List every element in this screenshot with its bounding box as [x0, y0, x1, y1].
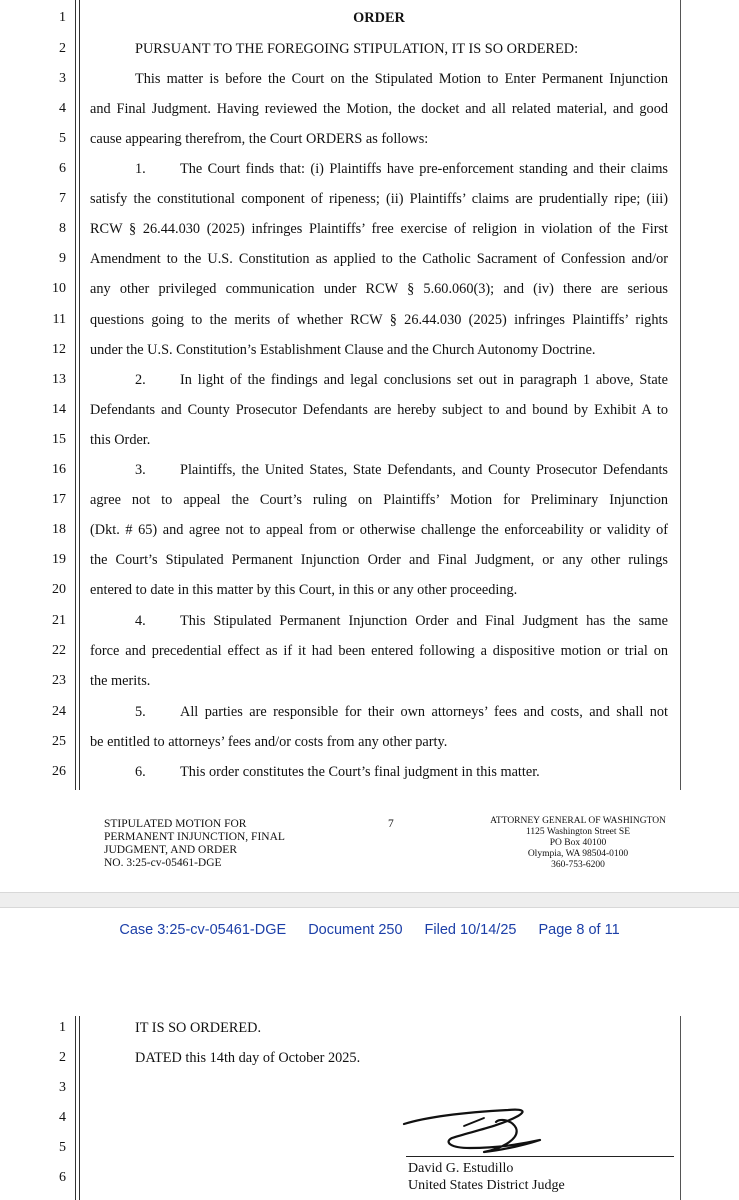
- paragraph-number: 6.: [135, 764, 146, 780]
- body-line: satisfy the constitutional component of ripeness; (ii) Plaintiffs’ claims are prudentially ripe; (iii): [90, 191, 668, 207]
- dated-line: DATED this 14th day of October 2025.: [135, 1050, 361, 1066]
- body-line: and Final Judgment. Having reviewed the Motion, the docket and all related material, and good: [90, 101, 668, 117]
- line-number: 17: [52, 492, 66, 507]
- judge-name: David G. Estudillo: [408, 1161, 514, 1176]
- paragraph-number: 4.: [135, 613, 146, 629]
- footer-attorney-address: [460, 816, 696, 871]
- body-line: the merits.: [90, 673, 151, 689]
- line-number: 9: [59, 251, 66, 266]
- line-number: 14: [52, 402, 66, 417]
- paragraph-number: 5.: [135, 704, 146, 720]
- paragraph-5-first-line: [90, 704, 668, 720]
- right-margin-rule: [680, 0, 681, 790]
- line-number: 18: [52, 522, 66, 537]
- ordered-line: IT IS SO ORDERED.: [135, 1020, 262, 1036]
- line-number: 20: [52, 582, 66, 597]
- body-line: This Stipulated Permanent Injunction Order and Final Judgment has the same: [180, 613, 668, 629]
- line-number: 3: [59, 1080, 66, 1095]
- paragraph-number: 3.: [135, 462, 146, 478]
- line-number: 1: [59, 10, 66, 25]
- line-number: 6: [59, 1170, 66, 1185]
- footer-address-line: Olympia, WA 98504-0100: [527, 849, 629, 859]
- filed-date: Filed 10/14/25: [424, 922, 517, 938]
- line-number: 4: [59, 101, 66, 116]
- ecf-case-header: [0, 922, 739, 938]
- line-number: 12: [52, 342, 66, 357]
- body-line: be entitled to attorneys’ fees and/or costs from any other party.: [90, 734, 448, 750]
- paragraph-3-first-line: [90, 462, 668, 478]
- body-line: the Court’s Stipulated Permanent Injunction Order and Final Judgment, or any other rulings: [90, 552, 668, 568]
- line-number: 16: [52, 462, 66, 477]
- page-separator: [0, 892, 739, 908]
- line-number: 13: [52, 372, 66, 387]
- line-number: 1: [59, 1020, 66, 1035]
- footer-caption: [104, 818, 285, 870]
- left-margin-rule: [75, 0, 76, 790]
- body-line: In light of the findings and legal conclusions set out in paragraph 1 above, State: [180, 372, 668, 388]
- right-margin-rule: [680, 1016, 681, 1200]
- footer-caption-line: NO. 3:25-cv-05461-DGE: [104, 857, 222, 869]
- body-line: This order constitutes the Court’s final judgment in this matter.: [180, 764, 540, 780]
- paragraph-number: 2.: [135, 372, 146, 388]
- line-number: 19: [52, 552, 66, 567]
- judge-signature: [400, 1098, 560, 1160]
- signature-line: [406, 1156, 674, 1157]
- body-line: This matter is before the Court on the Stipulated Motion to Enter Permanent Injunction: [135, 71, 668, 87]
- left-margin-rule: [75, 1016, 76, 1200]
- case-number: Case 3:25-cv-05461-DGE: [119, 922, 287, 938]
- body-line: under the U.S. Constitution’s Establishment Clause and the Church Autonomy Doctrine.: [90, 342, 596, 358]
- line-number: 26: [52, 764, 66, 779]
- body-line: agree not to appeal the Court’s ruling on Plaintiffs’ Motion for Preliminary Injunction: [90, 492, 668, 508]
- line-number: 25: [52, 734, 66, 749]
- line-number: 4: [59, 1110, 66, 1125]
- body-line: questions going to the merits of whether RCW § 26.44.030 (2025) infringes Plaintiffs’ rights: [90, 312, 668, 328]
- footer-caption-line: JUDGMENT, AND ORDER: [104, 844, 237, 856]
- line-number: 3: [59, 71, 66, 86]
- paragraph-2-first-line: [90, 372, 668, 388]
- line-number: 10: [52, 281, 66, 296]
- body-line: (Dkt. # 65) and agree not to appeal from or otherwise challenge the enforceability or validity of: [90, 522, 668, 538]
- left-margin-rule-inner: [79, 1016, 80, 1200]
- page-count: Page 8 of 11: [538, 922, 620, 938]
- document-number: Document 250: [308, 922, 403, 938]
- body-line: this Order.: [90, 432, 151, 448]
- body-line: Amendment to the U.S. Constitution as applied to the Catholic Sacrament of Confession and/or: [90, 251, 668, 267]
- line-number: 21: [52, 613, 66, 628]
- judge-signature-block: [408, 1160, 565, 1194]
- line-number: 8: [59, 221, 66, 236]
- body-line: entered to date in this matter by this Court, in this or any other proceeding.: [90, 582, 518, 598]
- body-line: Defendants and County Prosecutor Defendants are hereby subject to and bound by Exhibit A to: [90, 402, 668, 418]
- body-line: force and precedential effect as if it had been entered following a dispositive motion or trial on: [90, 643, 668, 659]
- footer-address-line: 360-753-6200: [551, 860, 605, 870]
- judge-title: United States District Judge: [408, 1178, 565, 1193]
- line-number: 22: [52, 643, 66, 658]
- footer-address-line: PO Box 40100: [549, 838, 607, 848]
- line-number: 6: [59, 161, 66, 176]
- body-line: Plaintiffs, the United States, State Defendants, and County Prosecutor Defendants: [180, 462, 668, 478]
- paragraph-4-first-line: [90, 613, 668, 629]
- line-number: 5: [59, 131, 66, 146]
- line-number: 11: [52, 312, 66, 327]
- footer-caption-line: PERMANENT INJUNCTION, FINAL: [104, 831, 285, 843]
- line-number: 7: [59, 191, 66, 206]
- line-number: 23: [52, 673, 66, 688]
- footer-page-number: 7: [388, 818, 394, 830]
- paragraph-number: 1.: [135, 161, 146, 177]
- line-number: 2: [59, 41, 66, 56]
- footer-address-line: ATTORNEY GENERAL OF WASHINGTON: [490, 816, 666, 826]
- footer-address-line: 1125 Washington Street SE: [526, 827, 630, 837]
- paragraph-6-first-line: [90, 764, 668, 780]
- paragraph-1-first-line: [90, 161, 668, 177]
- line-number: 2: [59, 1050, 66, 1065]
- line-number: 15: [52, 432, 66, 447]
- body-line: RCW § 26.44.030 (2025) infringes Plaintiffs’ free exercise of religion in violation of the First: [90, 221, 668, 237]
- body-line: The Court finds that: (i) Plaintiffs have pre-enforcement standing and their claims: [180, 161, 668, 177]
- left-margin-rule-inner: [79, 0, 80, 790]
- body-line: any other privileged communication under RCW § 5.60.060(3); and (iv) there are serious: [90, 281, 668, 297]
- line-number: 24: [52, 704, 66, 719]
- body-line: All parties are responsible for their own attorneys’ fees and costs, and shall not: [180, 704, 668, 720]
- footer-caption-line: STIPULATED MOTION FOR: [104, 818, 247, 830]
- order-heading: ORDER: [353, 10, 405, 26]
- body-line: cause appearing therefrom, the Court ORDERS as follows:: [90, 131, 429, 147]
- line-number: 5: [59, 1140, 66, 1155]
- body-line: PURSUANT TO THE FOREGOING STIPULATION, IT IS SO ORDERED:: [135, 41, 579, 57]
